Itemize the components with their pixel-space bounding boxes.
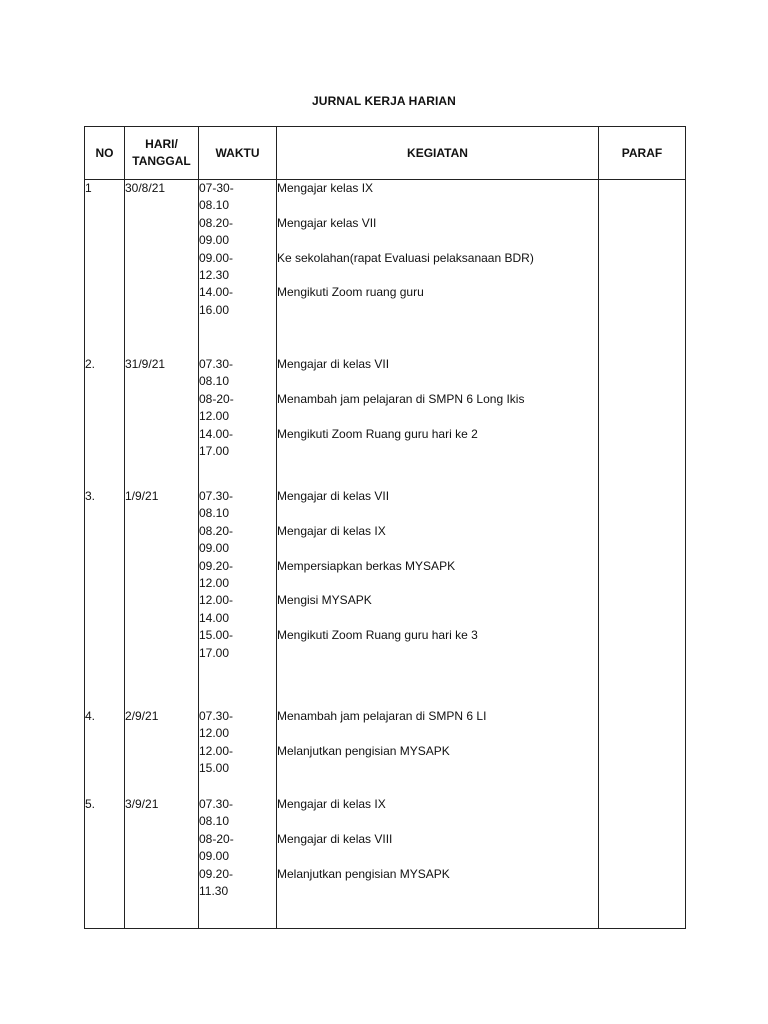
header-no: NO [85,127,125,180]
activity-text: Mempersiapkan berkas MYSAPK [277,558,456,573]
table-body [85,180,686,929]
day-date: 3/9/21 [125,796,199,928]
time-start: 07.30- [199,708,234,723]
activity-cell [277,708,599,796]
header-paraf: PARAF [599,127,686,180]
time-range [199,356,276,391]
day-date: 30/8/21 [125,180,199,357]
time-start: 09.20- [199,866,234,881]
activity-text: Melanjutkan pengisian MYSAPK [277,743,450,758]
time-start: 08-20- [199,831,234,846]
day-number: 4. [85,708,125,796]
empty-cell [199,928,277,929]
time-range [199,558,276,593]
time-end: 08.10 [199,198,230,213]
activity-text: Mengisi MYSAPK [277,593,372,608]
activity-text: Mengikuti Zoom ruang guru [277,285,424,300]
time-end: 12.30 [199,267,230,282]
time-range [199,284,276,319]
activity-text: Mengikuti Zoom Ruang guru hari ke 2 [277,426,478,441]
paraf-cell [599,488,686,708]
empty-cell [85,928,125,929]
activity-text: Mengajar di kelas VIII [277,831,393,846]
header-time: WAKTU [199,127,277,180]
time-range [199,627,276,662]
empty-cell [599,928,686,929]
table-row [85,708,686,796]
journal-table [84,126,686,929]
time-end: 08.10 [199,814,230,829]
activity-text: Melanjutkan pengisian MYSAPK [277,866,450,881]
activity-text: Menambah jam pelajaran di SMPN 6 LI [277,708,487,723]
activity-text: Mengajar di kelas VII [277,489,390,504]
time-end: 17.00 [199,444,230,459]
time-range [199,523,276,558]
day-date: 31/9/21 [125,356,199,488]
time-start: 07.30- [199,489,234,504]
empty-filler-row [85,928,686,929]
day-date: 1/9/21 [125,488,199,708]
time-start: 07.30- [199,796,234,811]
time-end: 12.00 [199,726,230,741]
time-range [199,708,276,743]
activity-text: Mengajar di kelas VII [277,357,390,372]
header-activity: KEGIATAN [277,127,599,180]
activity-text: Mengajar di kelas IX [277,523,386,538]
time-start: 07-30- [199,181,234,195]
activity-text: Ke sekolahan(rapat Evaluasi pelaksanaan BDR) [277,250,534,265]
time-start: 08.20- [199,523,234,538]
time-range [199,831,276,866]
paraf-cell [599,796,686,928]
activity-text: Mengajar di kelas IX [277,796,386,811]
time-range [199,391,276,426]
activity-text: Mengikuti Zoom Ruang guru hari ke 3 [277,628,478,643]
day-number: 3. [85,488,125,708]
day-number: 2. [85,356,125,488]
time-range [199,796,276,831]
time-end: 09.00 [199,233,230,248]
header-date-line1: HARI/ [145,137,178,151]
document-title: JURNAL KERJA HARIAN [312,94,456,108]
paraf-cell [599,356,686,488]
activity-text: Mengajar kelas VII [277,215,377,230]
time-cell [199,356,277,488]
time-start: 08.20- [199,215,234,230]
time-range [199,250,276,285]
table-row [85,488,686,708]
activity-cell [277,356,599,488]
table-header-row [85,127,686,180]
day-number: 5. [85,796,125,928]
time-start: 08-20- [199,391,234,406]
table-row [85,796,686,928]
activity-text: Mengajar kelas IX [277,181,374,195]
time-end: 12.00 [199,576,230,590]
time-range [199,215,276,250]
day-date: 2/9/21 [125,708,199,796]
activity-text: Menambah jam pelajaran di SMPN 6 Long Ikis [277,391,525,406]
time-start: 12.00- [199,593,234,608]
time-start: 12.00- [199,743,234,758]
time-range [199,743,276,778]
activity-cell [277,488,599,708]
time-cell [199,796,277,928]
time-end: 08.10 [199,374,230,389]
time-start: 14.00- [199,426,234,441]
empty-cell [125,928,199,929]
empty-cell [277,928,599,929]
activity-cell [277,180,599,357]
time-end: 08.10 [199,506,230,521]
time-range [199,488,276,523]
paraf-cell [599,708,686,796]
time-cell [199,488,277,708]
time-end: 11.30 [199,883,229,898]
header-date-line2: TANGGAL [132,154,191,168]
day-number: 1 [85,180,125,357]
time-end: 16.00 [199,302,230,317]
paraf-cell [599,180,686,357]
time-cell [199,708,277,796]
time-start: 09.20- [199,558,234,573]
activity-cell [277,796,599,928]
time-range [199,426,276,461]
time-end: 09.00 [199,541,230,556]
time-range [199,592,276,627]
time-end: 15.00 [199,761,230,776]
table-row [85,180,686,357]
time-start: 15.00- [199,628,234,643]
time-start: 07.30- [199,357,234,372]
time-end: 17.00 [199,645,230,660]
header-date [125,127,199,180]
time-end: 09.00 [199,849,230,864]
time-start: 14.00- [199,285,234,300]
time-end: 14.00 [199,610,230,625]
time-range [199,866,276,901]
time-end: 12.00 [199,409,230,424]
time-start: 09.00- [199,250,234,265]
time-cell [199,180,277,357]
time-range [199,180,276,215]
table-row [85,356,686,488]
